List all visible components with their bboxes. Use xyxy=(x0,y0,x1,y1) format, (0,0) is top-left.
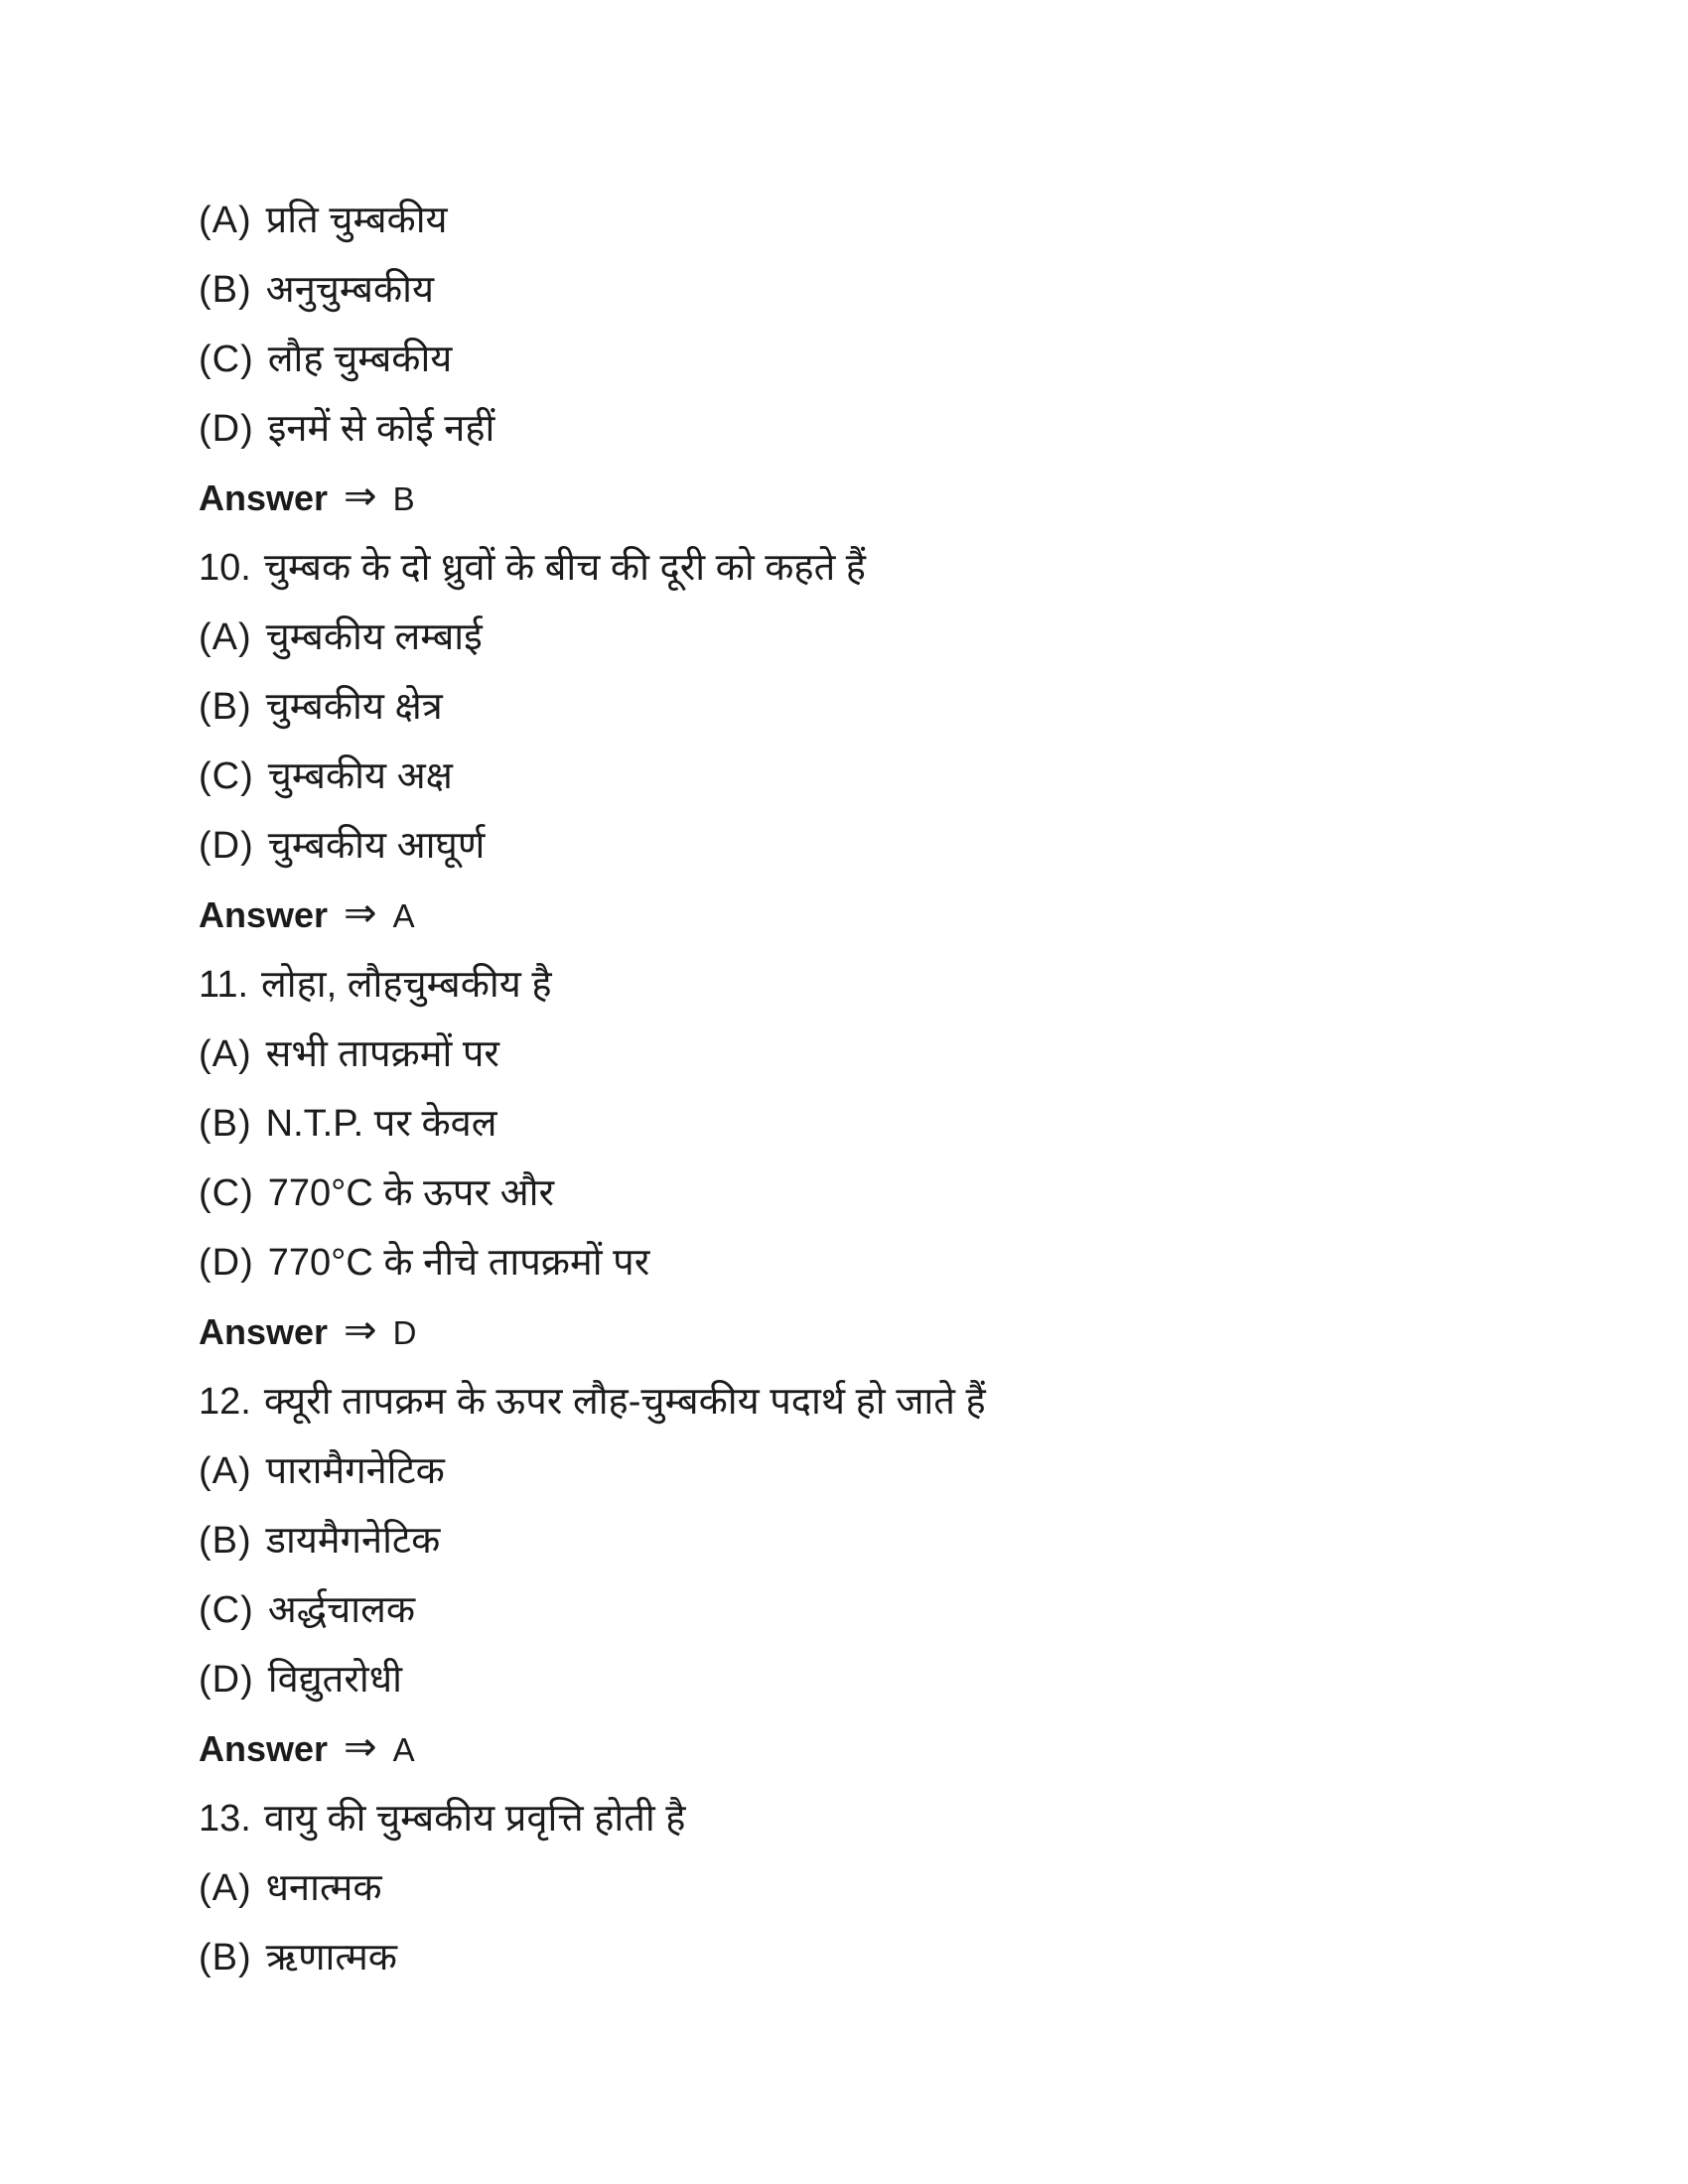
option-line xyxy=(199,325,1609,394)
option-line xyxy=(199,186,1609,255)
answer-letter: A xyxy=(392,1730,415,1768)
option-line xyxy=(199,1089,1609,1159)
answer-arrow-icon: ⇒ xyxy=(344,475,377,518)
option-text: 770°C के नीचे तापक्रमों पर xyxy=(267,1242,650,1284)
answer-arrow-icon: ⇒ xyxy=(344,891,377,935)
answer-line xyxy=(199,881,1609,950)
option-text: इनमें से कोई नहीं xyxy=(267,408,495,450)
question-number: 13. xyxy=(199,1798,251,1840)
option-line xyxy=(199,255,1609,325)
option-text: अर्द्धचालक xyxy=(267,1589,416,1631)
option-text: धनात्मक xyxy=(265,1867,382,1909)
option-line xyxy=(199,603,1609,672)
answer-letter: D xyxy=(392,1313,417,1351)
option-line xyxy=(199,1228,1609,1297)
answer-arrow-icon: ⇒ xyxy=(344,1308,377,1352)
option-text: चुम्बकीय लम्बाई xyxy=(265,616,483,658)
question-text: क्यूरी तापक्रम के ऊपर लौह-चुम्बकीय पदार्थ हो जाते हैं xyxy=(263,1381,986,1423)
answer-arrow-icon: ⇒ xyxy=(344,1725,377,1769)
option-label: (D) xyxy=(199,408,254,450)
answer-letter: B xyxy=(392,479,415,517)
answer-label: Answer xyxy=(199,478,329,518)
option-label: (A) xyxy=(199,616,252,658)
option-line xyxy=(199,1159,1609,1228)
option-label: (A) xyxy=(199,1450,252,1492)
option-label: (C) xyxy=(199,1172,254,1214)
option-line xyxy=(199,1506,1609,1575)
answer-label: Answer xyxy=(199,894,329,935)
option-label: (B) xyxy=(199,1520,252,1562)
option-text: चुम्बकीय अक्ष xyxy=(267,755,453,797)
option-line xyxy=(199,1923,1609,1992)
option-label: (B) xyxy=(199,269,252,311)
option-line xyxy=(199,1645,1609,1714)
option-line xyxy=(199,672,1609,742)
answer-letter: A xyxy=(392,896,415,934)
answer-line xyxy=(199,1714,1609,1784)
question-line xyxy=(199,533,1609,603)
option-line xyxy=(199,742,1609,811)
answer-label: Answer xyxy=(199,1311,329,1352)
option-label: (C) xyxy=(199,339,254,380)
question-text: वायु की चुम्बकीय प्रवृत्ति होती है xyxy=(263,1798,686,1840)
option-label: (A) xyxy=(199,1867,252,1909)
option-text: 770°C के ऊपर और xyxy=(267,1172,555,1214)
question-number: 11. xyxy=(199,964,249,1006)
option-text: अनुचुम्बकीय xyxy=(265,269,435,311)
answer-label: Answer xyxy=(199,1728,329,1769)
option-label: (D) xyxy=(199,1242,254,1284)
option-text: डायमैगनेटिक xyxy=(265,1520,441,1562)
option-label: (B) xyxy=(199,1937,252,1979)
option-text: चुम्बकीय क्षेत्र xyxy=(265,686,443,728)
question-number: 12. xyxy=(199,1381,251,1423)
option-text: पारामैगनेटिक xyxy=(265,1450,445,1492)
option-text: ऋणात्मक xyxy=(265,1937,397,1979)
option-label: (A) xyxy=(199,1033,252,1075)
option-text: सभी तापक्रमों पर xyxy=(265,1033,499,1075)
option-label: (C) xyxy=(199,1589,254,1631)
option-line xyxy=(199,1853,1609,1923)
option-label: (B) xyxy=(199,1103,252,1145)
quiz-content xyxy=(199,186,1609,1992)
question-text: चुम्बक के दो ध्रुवों के बीच की दूरी को कहते हैं xyxy=(263,547,866,589)
option-text: लौह चुम्बकीय xyxy=(267,339,453,380)
question-line xyxy=(199,1367,1609,1436)
question-text: लोहा, लौहचुम्बकीय है xyxy=(261,964,552,1006)
answer-line xyxy=(199,1297,1609,1367)
question-line xyxy=(199,950,1609,1020)
question-line xyxy=(199,1784,1609,1853)
option-label: (A) xyxy=(199,200,252,241)
option-text: चुम्बकीय आघूर्ण xyxy=(267,825,486,867)
option-label: (D) xyxy=(199,1659,254,1701)
option-text: N.T.P. पर केवल xyxy=(265,1103,497,1145)
option-line xyxy=(199,1436,1609,1506)
question-number: 10. xyxy=(199,547,251,589)
option-label: (C) xyxy=(199,755,254,797)
answer-line xyxy=(199,464,1609,533)
option-line xyxy=(199,1020,1609,1089)
option-text: विद्युतरोधी xyxy=(267,1659,402,1701)
option-line xyxy=(199,394,1609,464)
option-text: प्रति चुम्बकीय xyxy=(265,200,448,241)
option-label: (D) xyxy=(199,825,254,867)
option-line xyxy=(199,811,1609,881)
option-label: (B) xyxy=(199,686,252,728)
option-line xyxy=(199,1575,1609,1645)
